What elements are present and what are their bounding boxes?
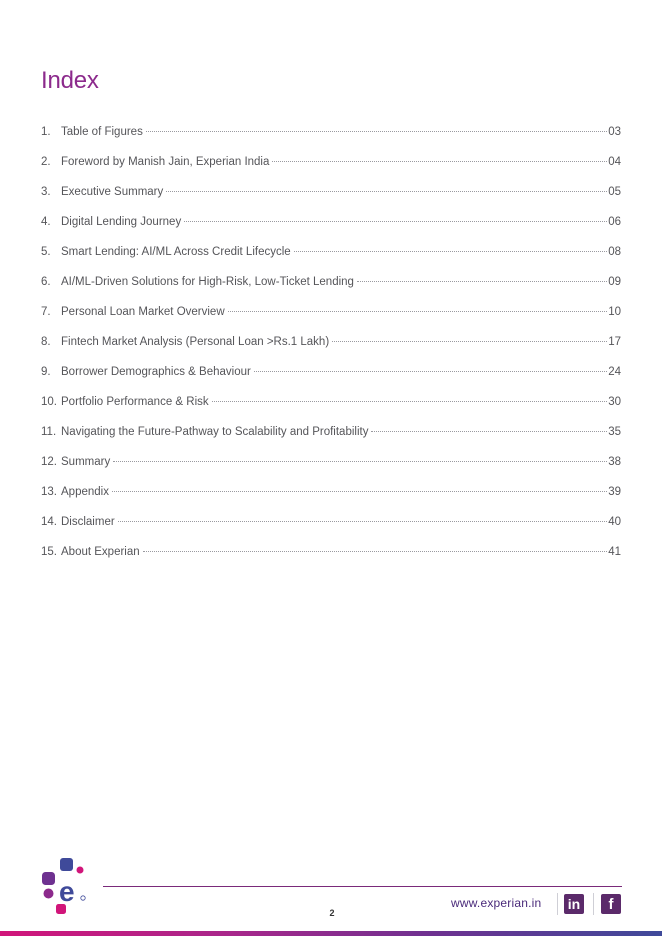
toc-entry-title: Navigating the Future-Pathway to Scalability and Profitability <box>61 426 369 438</box>
toc-entry-page: 35 <box>608 426 621 438</box>
toc-entry[interactable] <box>41 306 621 336</box>
toc-entry-title: Appendix <box>61 486 109 498</box>
toc-entry-title: Portfolio Performance & Risk <box>61 396 209 408</box>
toc-entry[interactable] <box>41 486 621 516</box>
toc-entry-title: Fintech Market Analysis (Personal Loan >Rs.1 Lakh) <box>61 336 330 348</box>
toc-entry-page: 08 <box>608 246 621 258</box>
toc-entry-page: 04 <box>608 156 621 168</box>
toc-entry-page: 30 <box>608 396 621 408</box>
toc-entry[interactable] <box>41 126 621 156</box>
footer-separator <box>557 893 558 915</box>
toc-entry-title: Executive Summary <box>61 186 164 198</box>
toc-entry-title: AI/ML-Driven Solutions for High-Risk, Low-Ticket Lending <box>61 276 354 288</box>
toc-entry[interactable] <box>41 516 621 546</box>
toc-entry-title: About Experian <box>61 546 140 558</box>
table-of-contents <box>41 126 621 576</box>
toc-entry-number: 5. <box>41 246 51 258</box>
toc-entry[interactable] <box>41 156 621 186</box>
toc-dot-leader <box>112 491 607 492</box>
toc-entry[interactable] <box>41 246 621 276</box>
toc-dot-leader <box>146 131 607 132</box>
toc-entry-page: 09 <box>608 276 621 288</box>
toc-entry-title: Digital Lending Journey <box>61 216 182 228</box>
facebook-icon[interactable]: f <box>601 894 621 914</box>
toc-entry[interactable] <box>41 336 621 366</box>
toc-entry-number: 4. <box>41 216 51 228</box>
linkedin-icon[interactable]: in <box>564 894 584 914</box>
toc-entry[interactable] <box>41 426 621 456</box>
toc-dot-leader <box>357 281 607 282</box>
toc-entry-number: 11. <box>41 426 57 438</box>
toc-entry-number: 12. <box>41 456 57 468</box>
toc-entry-number: 15. <box>41 546 57 558</box>
toc-entry-page: 38 <box>608 456 621 468</box>
toc-entry-number: 3. <box>41 186 51 198</box>
toc-entry[interactable] <box>41 216 621 246</box>
page-number: 2 <box>329 908 335 918</box>
page-title: Index <box>41 67 99 94</box>
toc-entry-number: 1. <box>41 126 51 138</box>
toc-dot-leader <box>143 551 608 552</box>
toc-dot-leader <box>118 521 608 522</box>
toc-entry-page: 40 <box>608 516 621 528</box>
toc-entry-title: Personal Loan Market Overview <box>61 306 225 318</box>
toc-entry-number: 9. <box>41 366 51 378</box>
toc-entry-page: 39 <box>608 486 621 498</box>
toc-dot-leader <box>228 311 608 312</box>
svg-text:e: e <box>59 876 75 907</box>
toc-dot-leader <box>371 431 607 432</box>
toc-dot-leader <box>272 161 607 162</box>
toc-dot-leader <box>212 401 608 402</box>
toc-entry-number: 8. <box>41 336 51 348</box>
footer-separator <box>593 893 594 915</box>
brand-gradient-bar <box>0 931 662 936</box>
toc-dot-leader <box>294 251 608 252</box>
toc-entry-title: Smart Lending: AI/ML Across Credit Lifecycle <box>61 246 291 258</box>
toc-dot-leader <box>113 461 607 462</box>
toc-entry-title: Table of Figures <box>61 126 143 138</box>
footer-rule <box>103 886 622 887</box>
toc-dot-leader <box>254 371 607 372</box>
toc-entry-number: 7. <box>41 306 51 318</box>
toc-entry-page: 24 <box>608 366 621 378</box>
website-link[interactable]: www.experian.in <box>451 896 542 910</box>
toc-entry-number: 13. <box>41 486 57 498</box>
toc-dot-leader <box>166 191 607 192</box>
toc-entry[interactable] <box>41 456 621 486</box>
toc-entry-page: 41 <box>608 546 621 558</box>
toc-entry-number: 2. <box>41 156 51 168</box>
toc-entry-number: 10. <box>41 396 57 408</box>
toc-entry-title: Borrower Demographics & Behaviour <box>61 366 251 378</box>
toc-entry[interactable] <box>41 396 621 426</box>
toc-entry-number: 14. <box>41 516 57 528</box>
toc-entry-page: 10 <box>608 306 621 318</box>
toc-entry-page: 06 <box>608 216 621 228</box>
toc-entry-title: Foreword by Manish Jain, Experian India <box>61 156 270 168</box>
toc-entry-page: 17 <box>608 336 621 348</box>
toc-entry[interactable] <box>41 276 621 306</box>
toc-dot-leader <box>184 221 607 222</box>
toc-entry-title: Summary <box>61 456 111 468</box>
toc-entry-number: 6. <box>41 276 51 288</box>
toc-entry[interactable] <box>41 546 621 576</box>
toc-entry-title: Disclaimer <box>61 516 115 528</box>
toc-entry[interactable] <box>41 366 621 396</box>
toc-entry[interactable] <box>41 186 621 216</box>
experian-logo-icon <box>40 856 90 916</box>
toc-entry-page: 03 <box>608 126 621 138</box>
toc-entry-page: 05 <box>608 186 621 198</box>
toc-dot-leader <box>332 341 607 342</box>
